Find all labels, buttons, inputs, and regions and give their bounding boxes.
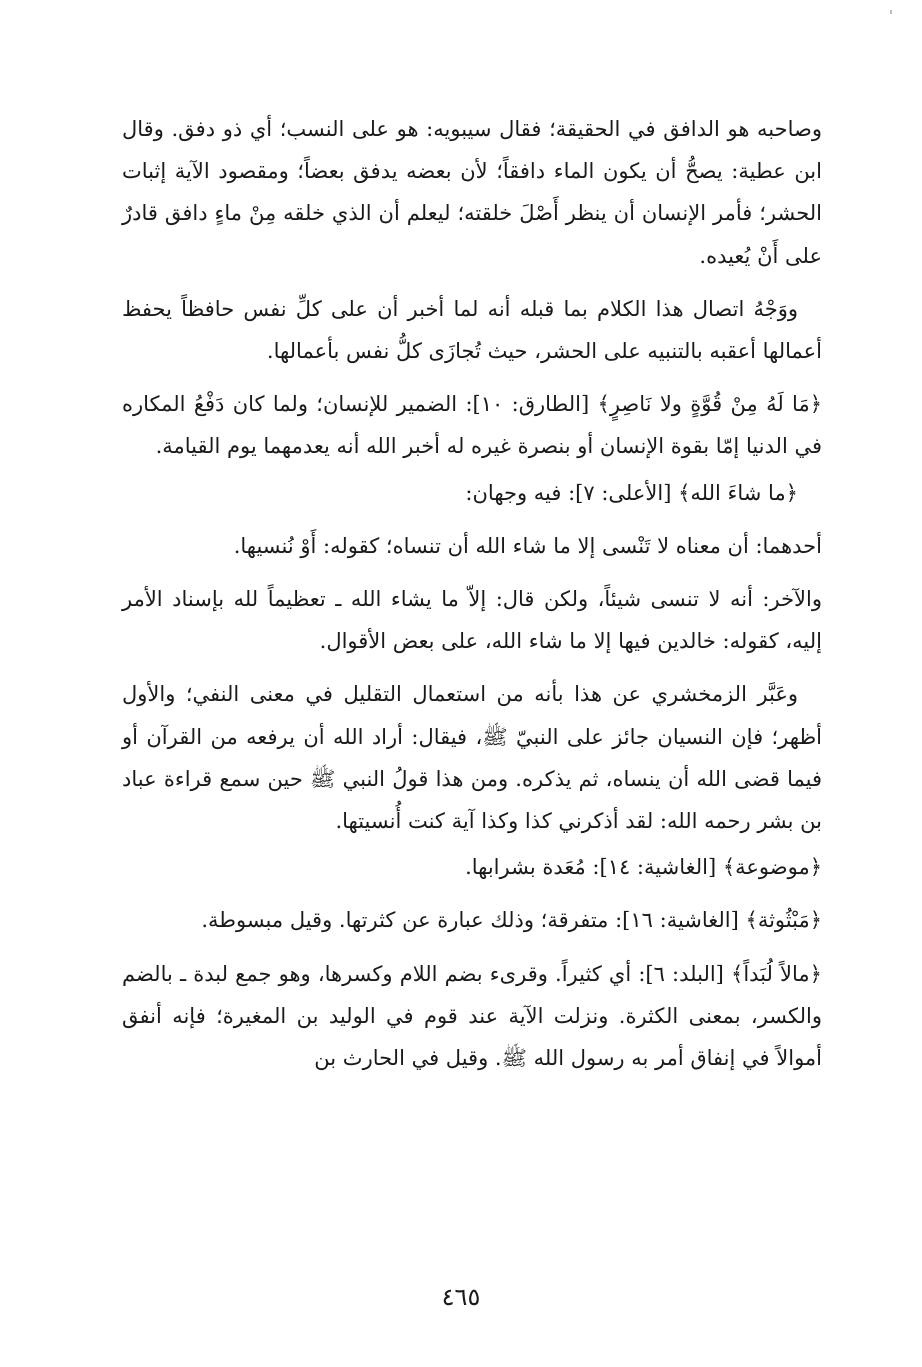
page-number: ٤٦٥ <box>441 1283 481 1311</box>
paragraph-second-view: والآخر: أنه لا تنسى شيئاً، ولكن قال: إلاّ ما يشاء الله ـ تعظيماً لله بإسناد الأمر إليه، كقوله: خالدين فيها إلا ما شاء الله، على بعض الأقوال. <box>122 587 822 654</box>
paragraph-tariq-10: ﴿مَا لَهُ مِنْ قُوَّةٍ ولا نَاصِرٍ﴾ [الطارق: ١٠]: الضمير للإنسان؛ ولما كان دَفْعُ المكاره في الدنيا إمّا بقوة الإنسان أو بنصرة غيره له أخبر الله أنه يعدمهما يوم القيامة. <box>122 392 823 459</box>
paragraph-balad-6: ﴿مالاً لُبَداً﴾ [البلد: ٦]: أي كثيراً. وقرىء بضم اللام وكسرها، وهو جمع لبدة ـ بالضم والكسر، بمعنى الكثرة. ونزلت الآية عند قوم في الوليد بن المغيرة؛ فإنه أنفق أموالاً في إنفاق أمر به رسول الله ﷺ. وقيل في الحارث بن <box>122 961 822 1071</box>
paragraph-dafiq: وصاحبه هو الدافق في الحقيقة؛ فقال سيبويه: هو على النسب؛ أي ذو دفق. وقال ابن عطية: يصحُّ أن يكون الماء دافقاً؛ لأن بعضه يدفق بعضاً؛ ومقصود الآية إثبات الحشر؛ فأمر الإنسان أن ينظر أَصْلَ خلقته؛ ليعلم أن الذي خلقه مِنْ ماءٍ دافق قادرٌ على أَنْ يُعيده. <box>122 117 822 268</box>
paragraph-first-view: أحدهما: أن معناه لا تَنْسى إلا ما شاء الله أن تنساه؛ كقوله: أَوْ نُنسيها. <box>233 533 822 558</box>
paragraph-zamakhshari: وعَبَّر الزمخشري عن هذا بأنه من استعمال التقليل في معنى النفي؛ والأول أظهر؛ فإن النسيان جائز على النبيّ ﷺ، فيقال: أراد الله أن يرفعه من القرآن أو فيما قضى الله أن ينساه، ثم يذكره. ومن هذا قولُ النبي ﷺ حين سمع قراءة عباد بن بشر رحمه الله: لقد أذكرني كذا وكذا آية كنت أُنسيتها. <box>122 682 822 834</box>
paragraph-ghashiya-14: ﴿موضوعة﴾ [الغاشية: ١٤]: مُعَدة بشرابها. <box>465 855 822 880</box>
scan-edge-mark <box>890 10 892 14</box>
body-text <box>122 108 822 1090</box>
paragraph-ala-7: ﴿ما شاءَ الله﴾ [الأعلى: ٧]: فيه وجهان: <box>465 480 798 505</box>
paragraph-ghashiya-16: ﴿مَبْثُوثة﴾ [الغاشية: ١٦]: متفرقة؛ وذلك عبارة عن كثرتها. وقيل مبسوطة. <box>201 908 822 933</box>
paragraph-connection: ووَجْهُ اتصال هذا الكلام بما قبله أنه لما أخبر أن على كلِّ نفس حافظاً يحفظ أعمالها أعقبه بالتنبيه على الحشر، حيث تُجازَى كلُّ نفس بأعمالها. <box>122 296 822 364</box>
